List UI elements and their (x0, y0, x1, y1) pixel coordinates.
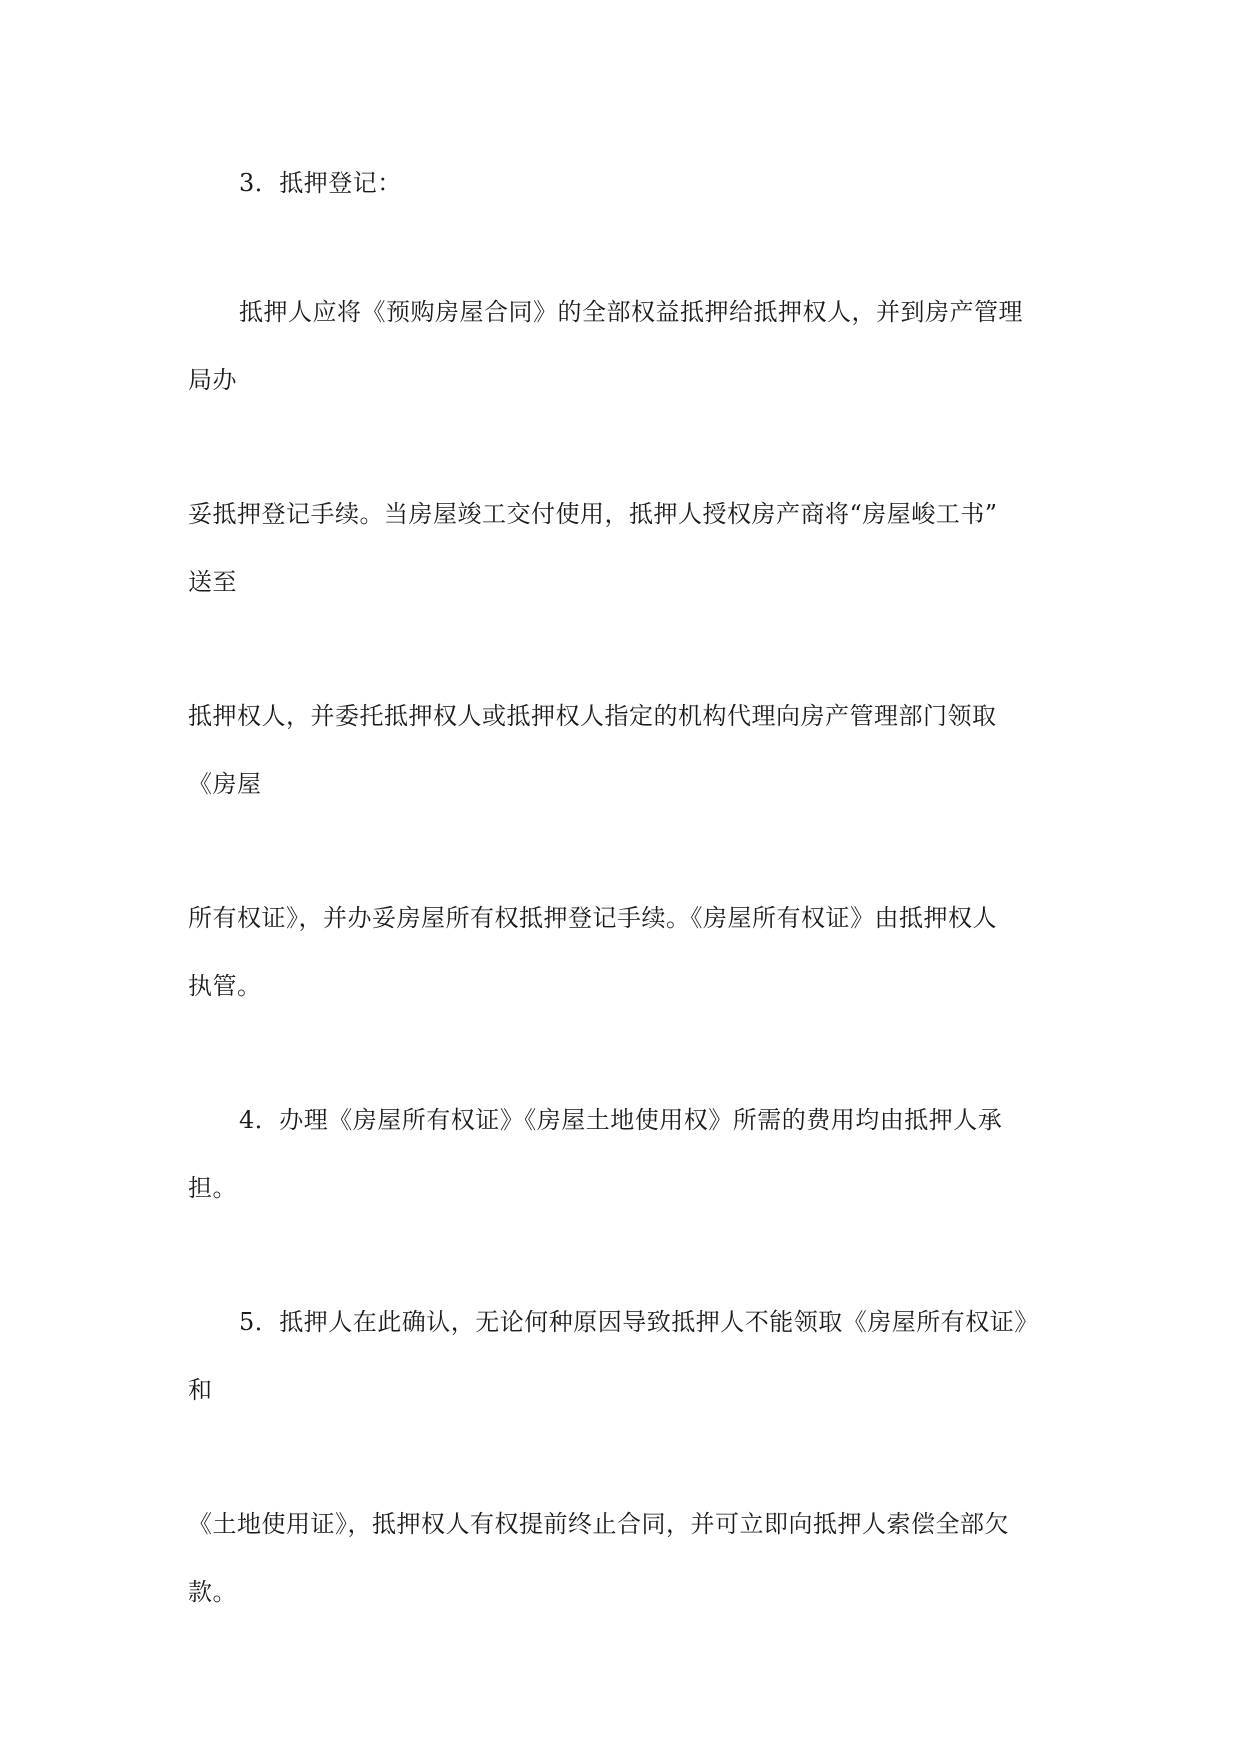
text-line: 《土地使用证》，抵押权人有权提前终止合同，并可立即向抵押人索偿全部欠 (188, 1510, 1009, 1538)
text-line: 《房屋 (188, 770, 262, 798)
text-line: 送至 (188, 568, 237, 596)
text-line: 抵押人应将《预购房屋合同》的全部权益抵押给抵押权人，并到房产管理 (239, 298, 1023, 326)
text-line: 妥抵押登记手续。当房屋竣工交付使用，抵押人授权房产商将“房屋峻工书” (188, 500, 998, 528)
clause-3-heading: 3．抵押登记： (239, 169, 402, 197)
text-line: 抵押权人，并委托抵押权人或抵押权人指定的机构代理向房产管理部门领取 (188, 702, 997, 730)
clause-4-text: 4．办理《房屋所有权证》《房屋土地使用权》所需的费用均由抵押人承 (239, 1106, 1003, 1134)
text-line: 执管。 (188, 972, 262, 1000)
text-line: 局办 (188, 366, 237, 394)
clause-5-text: 5．抵押人在此确认，无论何种原因导致抵押人不能领取《房屋所有权证》 (239, 1308, 1039, 1336)
text-line: 所有权证》，并办妥房屋所有权抵押登记手续。《房屋所有权证》由抵押权人 (188, 904, 997, 932)
text-line: 和 (188, 1376, 213, 1404)
text-line: 担。 (188, 1174, 237, 1202)
text-line: 款。 (188, 1578, 237, 1606)
